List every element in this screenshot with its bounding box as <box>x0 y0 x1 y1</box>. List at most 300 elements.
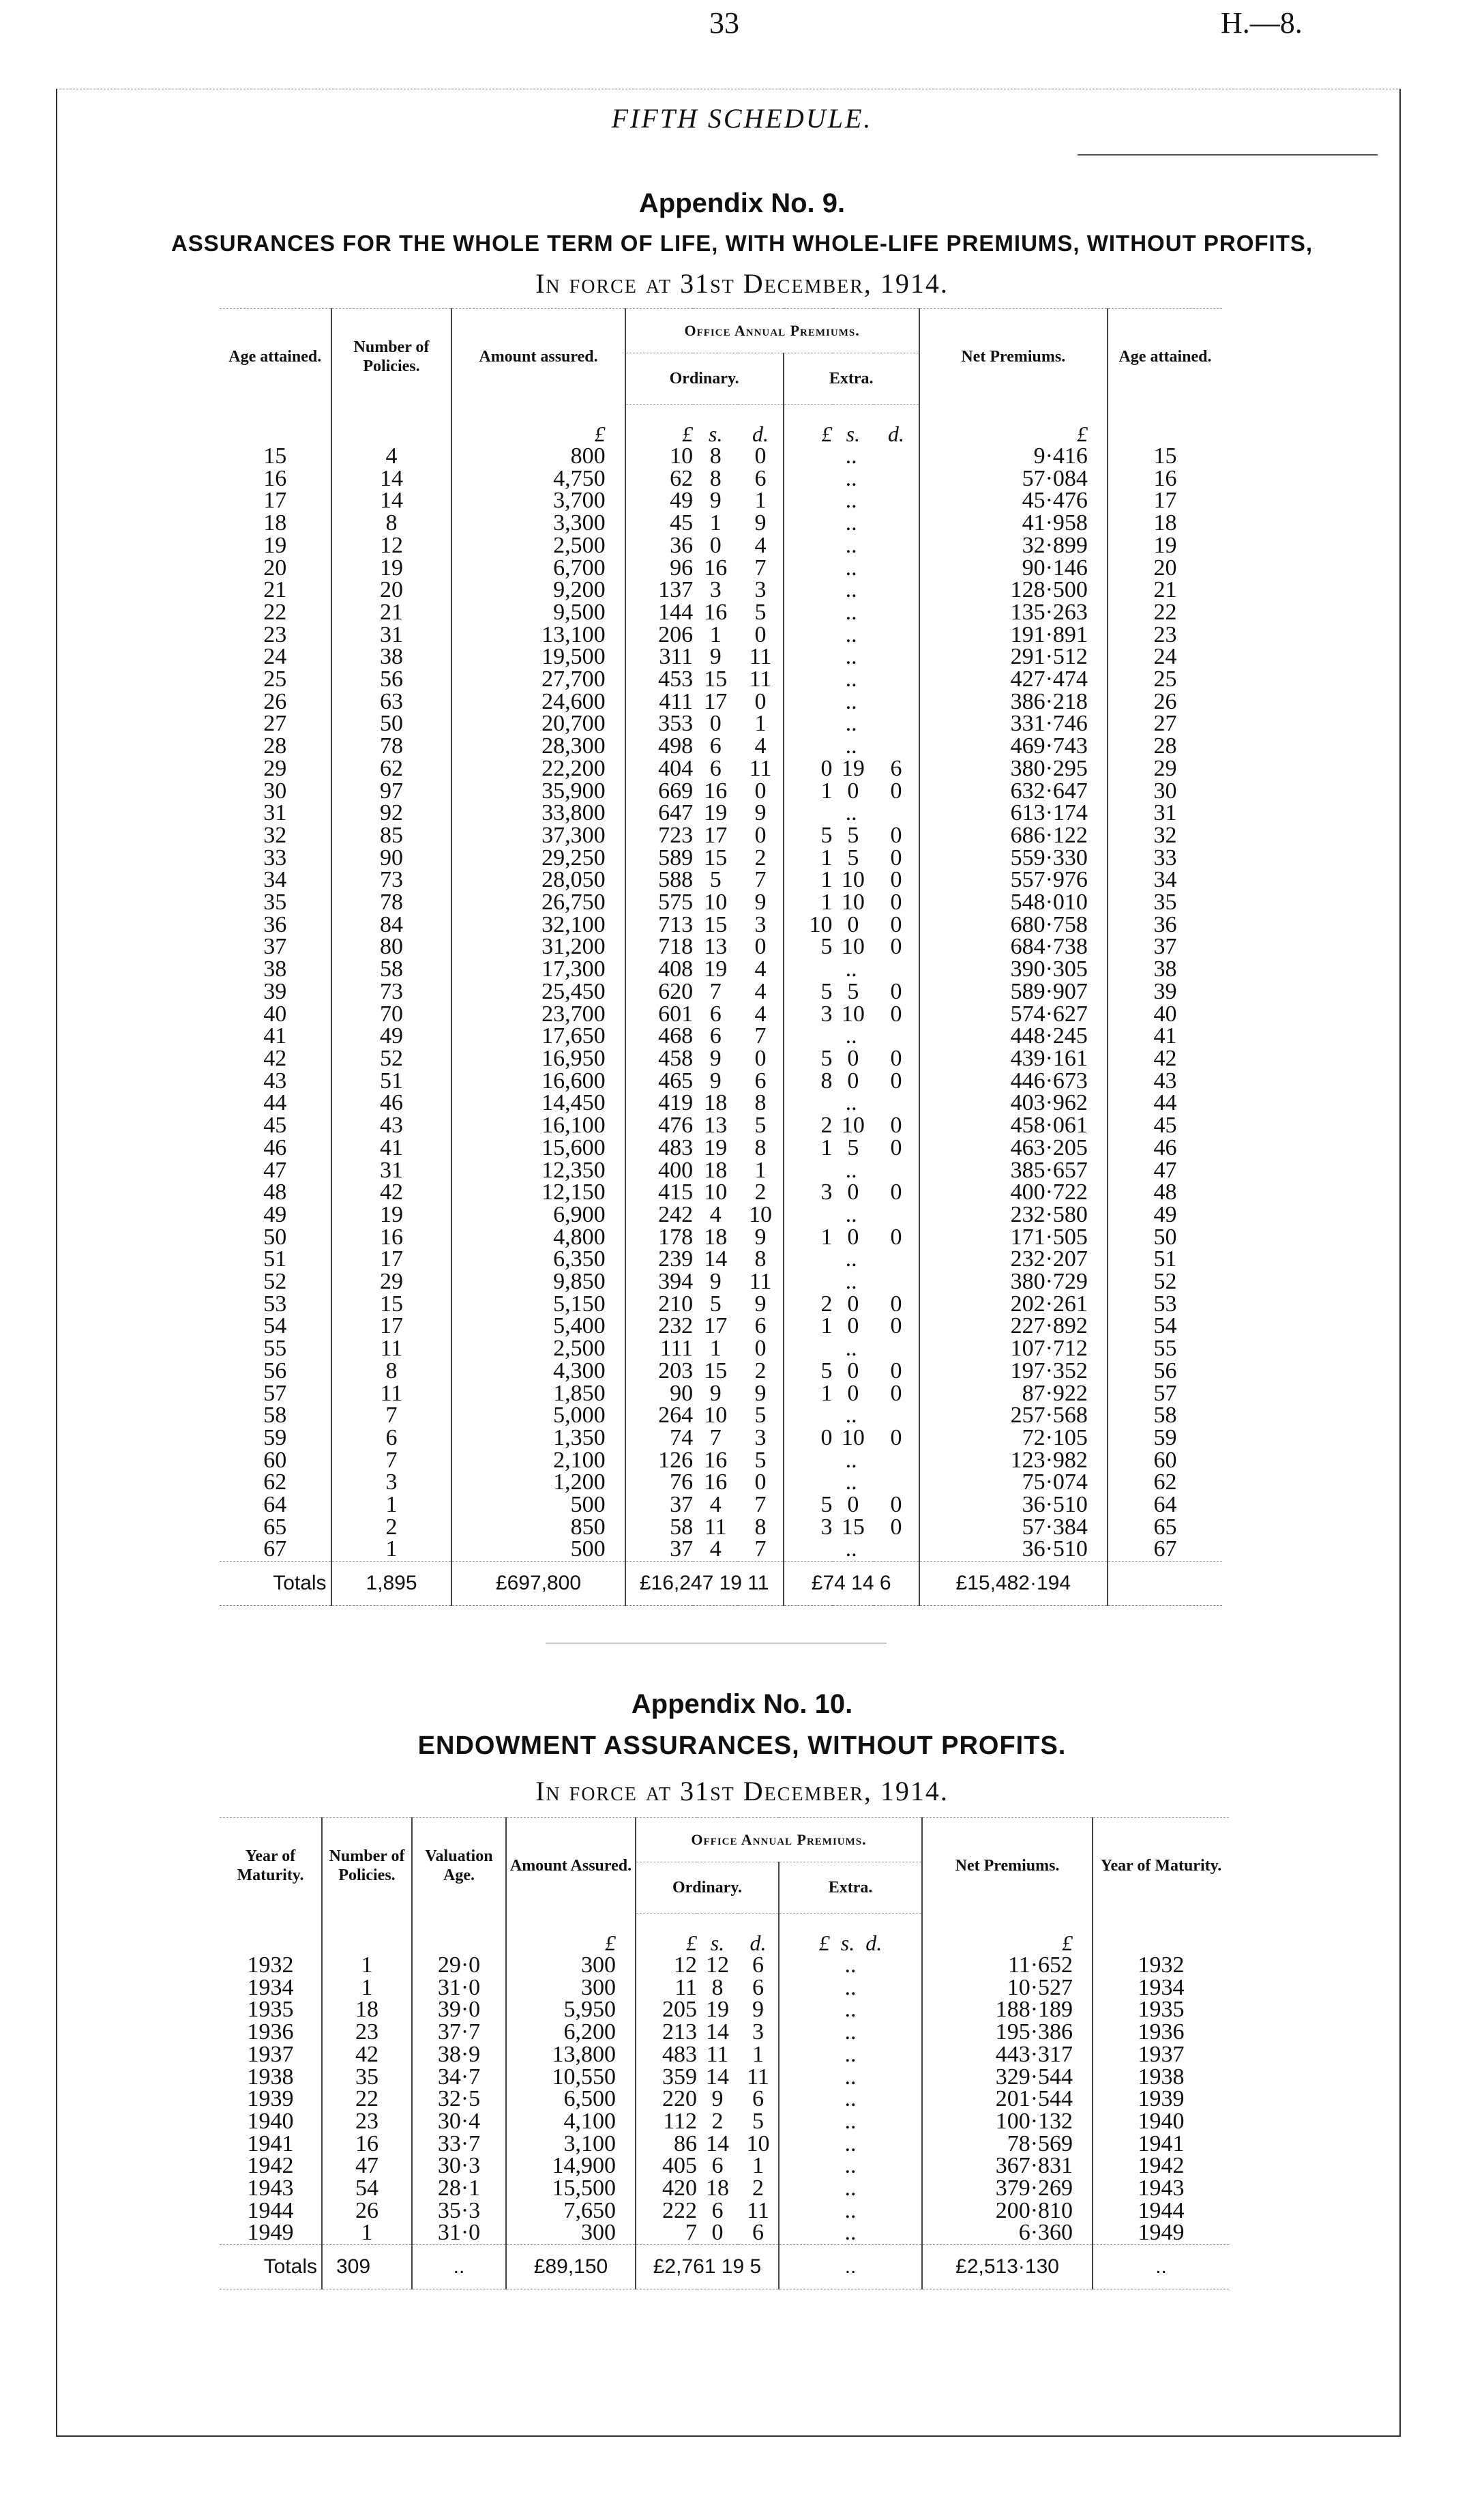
cell-extra-pounds: 5 <box>784 1048 833 1070</box>
totals-net: £2,513·130 <box>922 2245 1093 2289</box>
table-row <box>220 646 1222 669</box>
appendix9-title: Appendix No. 9. <box>638 188 846 218</box>
cell-amount: 28,050 <box>451 869 625 892</box>
header-net-premiums: Net Premiums. <box>922 1818 1093 1914</box>
cell-extra-pounds: 5 <box>784 1360 833 1383</box>
cell-age: 60 <box>263 1447 287 1473</box>
cell-extra-pence: 0 <box>890 1492 902 1518</box>
cell-policies: 19 <box>331 557 452 580</box>
cell-ordinary-shillings: 6 <box>709 1023 722 1049</box>
cell-year: 1937 <box>247 2041 294 2067</box>
cell-ordinary-pence: 4 <box>754 978 767 1004</box>
cell-age: 45 <box>263 1113 287 1139</box>
cell-ordinary-shillings: 14 <box>704 1246 728 1272</box>
header-number-of-policies: Number of Policies. <box>322 1818 412 1914</box>
table-row <box>220 1004 1222 1026</box>
cell-amount: 6,900 <box>451 1204 625 1227</box>
cell-ordinary-shillings: 10 <box>704 890 728 915</box>
appendix9-table <box>220 308 1222 1606</box>
cell-net-premium: 202·261 <box>919 1293 1108 1316</box>
unit-pound: £ <box>818 1931 830 1956</box>
cell-policies: 70 <box>331 1004 452 1026</box>
cell-year-right: 1941 <box>1093 2133 1229 2156</box>
cell-ordinary-shillings: 14 <box>706 2130 729 2156</box>
cell-age: 35 <box>263 890 287 915</box>
cell-age-right: 50 <box>1108 1227 1222 1249</box>
cell-amount: 35,900 <box>451 780 625 803</box>
cell-extra-shillings: 10 <box>841 934 865 960</box>
cell-ordinary-pounds: 723 <box>625 825 693 847</box>
cell-year-right: 1943 <box>1093 2178 1229 2200</box>
cell-policies: 42 <box>331 1182 452 1204</box>
cell-age: 27 <box>263 711 287 737</box>
cell-ordinary-pence: 2 <box>752 2176 764 2201</box>
cell-policies: 73 <box>331 869 452 892</box>
cell-policies: 54 <box>322 2178 412 2200</box>
unit-pence: d. <box>887 422 904 447</box>
cell-valuation-age: 30·3 <box>412 2155 506 2178</box>
cell-year: 1938 <box>247 2064 294 2090</box>
cell-age-right: 48 <box>1108 1182 1222 1204</box>
table-row <box>220 981 1222 1004</box>
cell-net-premium: 41·958 <box>919 512 1108 535</box>
cell-ordinary-pence: 11 <box>749 644 772 670</box>
cell-ordinary-shillings: 0 <box>711 2220 724 2246</box>
cell-ordinary-shillings: 9 <box>711 2086 724 2112</box>
cell-age-right: 58 <box>1108 1405 1222 1427</box>
cell-ordinary-pounds: 37 <box>625 1538 693 1561</box>
cell-age: 37 <box>263 934 287 960</box>
cell-age-right: 38 <box>1108 958 1222 981</box>
cell-extra: .. <box>779 2200 922 2223</box>
cell-ordinary-pence: 6 <box>752 1952 764 1978</box>
cell-age: 41 <box>263 1023 287 1049</box>
totals-ordinary: £16,247 19 11 <box>625 1562 784 1606</box>
cell-net-premium: 589·907 <box>919 981 1108 1004</box>
unit-pound: £ <box>451 405 625 446</box>
cell-extra-pence: 0 <box>890 1045 902 1071</box>
table-row <box>220 1538 1222 1561</box>
cell-extra-pounds: .. <box>784 735 919 758</box>
cell-age-right: 42 <box>1108 1048 1222 1070</box>
cell-age-right: 20 <box>1108 557 1222 580</box>
cell-ordinary-pence: 1 <box>754 711 767 737</box>
cell-ordinary-pounds: 465 <box>625 1070 693 1093</box>
cell-age: 31 <box>263 800 287 826</box>
cell-extra-pounds: .. <box>784 1405 919 1427</box>
cell-policies: 21 <box>331 602 452 624</box>
cell-age-right: 49 <box>1108 1204 1222 1227</box>
cell-policies: 2 <box>331 1517 452 1539</box>
cell-ordinary-pounds: 242 <box>625 1204 693 1227</box>
cell-extra-pounds: .. <box>784 1160 919 1182</box>
appendix10-subtitle: ENDOWMENT ASSURANCES, WITHOUT PROFITS. <box>417 1731 1067 1760</box>
cell-ordinary-pounds: 453 <box>625 669 693 691</box>
cell-net-premium: 443·317 <box>922 2044 1093 2066</box>
cell-net-premium: 403·962 <box>919 1092 1108 1115</box>
cell-policies: 17 <box>331 1248 452 1271</box>
cell-extra-pence: 0 <box>890 1134 902 1160</box>
totals-policies: 309 <box>322 2245 412 2289</box>
table-row <box>220 490 1222 512</box>
cell-age-right: 28 <box>1108 735 1222 758</box>
cell-age: 64 <box>263 1492 287 1518</box>
cell-extra-pence: 0 <box>890 822 902 848</box>
cell-amount: 500 <box>451 1494 625 1517</box>
cell-net-premium: 458·061 <box>919 1115 1108 1137</box>
cell-age: 16 <box>263 465 287 491</box>
cell-policies: 35 <box>322 2066 412 2089</box>
cell-extra-pounds: 0 <box>784 1427 833 1450</box>
cell-ordinary-pence: 7 <box>754 1536 767 1562</box>
header-valuation-age: Valuation Age. <box>412 1818 506 1914</box>
cell-net-premium: 400·722 <box>919 1182 1108 1204</box>
cell-policies: 6 <box>331 1427 452 1450</box>
cell-amount: 800 <box>451 445 625 468</box>
cell-extra-pence: 0 <box>890 845 902 870</box>
cell-net-premium: 380·729 <box>919 1271 1108 1293</box>
cell-amount: 4,750 <box>451 468 625 490</box>
cell-amount: 5,400 <box>451 1315 625 1338</box>
cell-net-premium: 107·712 <box>919 1338 1108 1360</box>
cell-extra: .. <box>779 2044 922 2066</box>
cell-net-premium: 613·174 <box>919 802 1108 825</box>
cell-extra-shillings: 5 <box>847 978 859 1004</box>
cell-policies: 8 <box>331 1360 452 1383</box>
cell-ordinary-pence: 0 <box>754 934 767 960</box>
cell-policies: 80 <box>331 936 452 958</box>
cell-ordinary-pounds: 476 <box>625 1115 693 1137</box>
cell-ordinary-pence: 11 <box>749 1269 772 1295</box>
cell-ordinary-pence: 6 <box>754 1313 767 1339</box>
cell-net-premium: 191·891 <box>919 624 1108 647</box>
cell-policies: 97 <box>331 780 452 803</box>
cell-extra-pounds: .. <box>784 958 919 981</box>
cell-age: 43 <box>263 1068 287 1094</box>
cell-age-right: 60 <box>1108 1450 1222 1472</box>
cell-net-premium: 11·652 <box>922 1954 1093 1977</box>
cell-net-premium: 6·360 <box>922 2222 1093 2244</box>
cell-extra: .. <box>779 1999 922 2021</box>
cell-age: 25 <box>263 666 287 692</box>
cell-ordinary-pence: 11 <box>749 666 772 692</box>
cell-policies: 14 <box>331 490 452 512</box>
unit-pence: d. <box>752 422 769 447</box>
cell-amount: 12,150 <box>451 1182 625 1204</box>
cell-ordinary-pounds: 203 <box>625 1360 693 1383</box>
cell-net-premium: 135·263 <box>919 602 1108 624</box>
cell-ordinary-pounds: 575 <box>625 892 693 914</box>
header-extra: Extra. <box>779 1862 922 1914</box>
cell-policies: 58 <box>331 958 452 981</box>
cell-age-right: 40 <box>1108 1004 1222 1026</box>
cell-net-premium: 548·010 <box>919 892 1108 914</box>
cell-ordinary-pounds: 669 <box>625 780 693 803</box>
cell-ordinary-pounds: 647 <box>625 802 693 825</box>
cell-age: 22 <box>263 599 287 625</box>
cell-ordinary-shillings: 19 <box>704 1134 728 1160</box>
cell-ordinary-pence: 1 <box>754 1157 767 1183</box>
cell-ordinary-pence: 7 <box>754 867 767 893</box>
cell-valuation-age: 32·5 <box>412 2088 506 2111</box>
totals-policies: 1,895 <box>331 1562 452 1606</box>
cell-amount: 2,100 <box>451 1450 625 1472</box>
cell-ordinary-shillings: 6 <box>711 2153 724 2179</box>
cell-ordinary-pence: 9 <box>752 1997 764 2023</box>
cell-ordinary-pounds: 498 <box>625 735 693 758</box>
cell-policies: 90 <box>331 847 452 870</box>
cell-amount: 25,450 <box>451 981 625 1004</box>
header-amount-assured: Amount assured. <box>451 309 625 405</box>
cell-extra-pounds: .. <box>784 490 919 512</box>
cell-age: 51 <box>263 1246 287 1272</box>
cell-ordinary-pounds: 96 <box>625 557 693 580</box>
cell-extra-pounds: 1 <box>784 869 833 892</box>
cell-age: 17 <box>263 488 287 514</box>
cell-net-premium: 469·743 <box>919 735 1108 758</box>
cell-amount: 9,850 <box>451 1271 625 1293</box>
cell-extra-shillings: 5 <box>847 1134 859 1160</box>
cell-ordinary-shillings: 10 <box>704 1403 728 1429</box>
cell-extra: .. <box>779 2111 922 2133</box>
cell-amount: 5,150 <box>451 1293 625 1316</box>
cell-ordinary-shillings: 8 <box>711 1974 724 2000</box>
cell-amount: 2,500 <box>451 1338 625 1360</box>
cell-ordinary-pounds: 394 <box>625 1271 693 1293</box>
cell-age-right: 62 <box>1108 1471 1222 1494</box>
cell-extra-shillings: 0 <box>847 778 859 804</box>
cell-ordinary-pounds: 408 <box>625 958 693 981</box>
cell-ordinary-shillings: 6 <box>709 755 722 781</box>
cell-year: 1940 <box>247 2108 294 2134</box>
cell-extra-pounds: 2 <box>784 1293 833 1316</box>
cell-extra-pence: 0 <box>890 1514 902 1540</box>
cell-ordinary-shillings: 0 <box>709 711 722 737</box>
cell-ordinary-pounds: 483 <box>625 1137 693 1160</box>
table-row <box>220 1137 1222 1160</box>
cell-ordinary-shillings: 13 <box>704 1113 728 1139</box>
table-row <box>220 1160 1222 1182</box>
cell-net-premium: 684·738 <box>919 936 1108 958</box>
table-row <box>220 1315 1222 1338</box>
header-ordinary: Ordinary. <box>636 1862 779 1914</box>
cell-ordinary-pence: 8 <box>754 1090 767 1116</box>
cell-amount: 4,100 <box>506 2111 636 2133</box>
cell-ordinary-pence: 1 <box>752 2041 764 2067</box>
cell-ordinary-pence: 3 <box>754 1424 767 1450</box>
appendix10-table <box>220 1817 1229 2289</box>
cell-net-premium: 227·892 <box>919 1315 1108 1338</box>
cell-ordinary-shillings: 16 <box>704 1447 728 1473</box>
cell-policies: 17 <box>331 1315 452 1338</box>
cell-net-premium: 123·982 <box>919 1450 1108 1472</box>
cell-net-premium: 331·746 <box>919 713 1108 735</box>
cell-net-premium: 257·568 <box>919 1405 1108 1427</box>
cell-ordinary-pence: 0 <box>754 778 767 804</box>
header-year-of-maturity: Year of Maturity. <box>220 1818 322 1914</box>
cell-extra-pounds: 3 <box>784 1004 833 1026</box>
cell-year: 1935 <box>247 1997 294 2023</box>
table-row <box>220 2088 1229 2111</box>
cell-amount: 500 <box>451 1538 625 1561</box>
cell-ordinary-pounds: 90 <box>625 1383 693 1405</box>
cell-net-premium: 291·512 <box>919 646 1108 669</box>
table-row <box>220 825 1222 847</box>
cell-age-right: 46 <box>1108 1137 1222 1160</box>
cell-extra-pounds: .. <box>784 1271 919 1293</box>
cell-amount: 300 <box>506 1954 636 1977</box>
cell-ordinary-shillings: 16 <box>704 599 728 625</box>
cell-age-right: 45 <box>1108 1115 1222 1137</box>
cell-net-premium: 201·544 <box>922 2088 1093 2111</box>
table-row <box>220 735 1222 758</box>
cell-ordinary-pence: 9 <box>754 1291 767 1317</box>
cell-extra-pounds: 5 <box>784 825 833 847</box>
cell-policies: 29 <box>331 1271 452 1293</box>
cell-age: 62 <box>263 1469 287 1495</box>
unit-pound: £ <box>922 1914 1093 1955</box>
cell-policies: 43 <box>331 1115 452 1137</box>
cell-amount: 3,100 <box>506 2133 636 2156</box>
cell-extra-pence: 0 <box>890 978 902 1004</box>
cell-ordinary-shillings: 16 <box>704 778 728 804</box>
cell-extra-shillings: 0 <box>847 1313 859 1339</box>
cell-valuation-age: 30·4 <box>412 2111 506 2133</box>
table-row <box>220 1999 1229 2021</box>
cell-ordinary-pence: 2 <box>754 1180 767 1205</box>
cell-net-premium: 380·295 <box>919 758 1108 780</box>
cell-net-premium: 75·074 <box>919 1471 1108 1494</box>
cell-ordinary-pounds: 45 <box>625 512 693 535</box>
cell-year-right: 1937 <box>1093 2044 1229 2066</box>
cell-extra-pence: 0 <box>890 1224 902 1250</box>
table-row <box>220 758 1222 780</box>
cell-extra-shillings: 10 <box>841 1424 865 1450</box>
cell-age-right: 15 <box>1108 445 1222 468</box>
cell-policies: 1 <box>322 1954 412 1977</box>
cell-policies: 22 <box>322 2088 412 2111</box>
cell-amount: 3,700 <box>451 490 625 512</box>
cell-age: 20 <box>263 555 287 581</box>
cell-extra: .. <box>779 2088 922 2111</box>
cell-amount: 9,500 <box>451 602 625 624</box>
cell-net-premium: 36·510 <box>919 1494 1108 1517</box>
cell-valuation-age: 33·7 <box>412 2133 506 2156</box>
cell-amount: 28,300 <box>451 735 625 758</box>
table-row <box>220 869 1222 892</box>
cell-extra-pounds: .. <box>784 512 919 535</box>
cell-age: 50 <box>263 1224 287 1250</box>
cell-ordinary-pence: 5 <box>754 1403 767 1429</box>
cell-age-right: 51 <box>1108 1248 1222 1271</box>
cell-net-premium: 427·474 <box>919 669 1108 691</box>
cell-extra-pounds: .. <box>784 624 919 647</box>
cell-net-premium: 385·657 <box>919 1160 1108 1182</box>
cell-extra: .. <box>779 2021 922 2044</box>
cell-net-premium: 9·416 <box>919 445 1108 468</box>
cell-amount: 16,950 <box>451 1048 625 1070</box>
cell-net-premium: 680·758 <box>919 914 1108 937</box>
cell-extra-pounds: .. <box>784 713 919 735</box>
cell-amount: 850 <box>451 1517 625 1539</box>
header-extra: Extra. <box>784 353 919 405</box>
totals-net: £15,482·194 <box>919 1562 1108 1606</box>
cell-ordinary-pence: 3 <box>754 911 767 937</box>
table-row <box>220 2133 1229 2156</box>
cell-policies: 63 <box>331 691 452 714</box>
cell-ordinary-shillings: 9 <box>709 1269 722 1295</box>
cell-extra-pounds: 0 <box>784 758 833 780</box>
cell-policies: 23 <box>322 2111 412 2133</box>
cell-amount: 16,100 <box>451 1115 625 1137</box>
cell-ordinary-shillings: 15 <box>704 1358 728 1383</box>
cell-amount: 9,200 <box>451 579 625 602</box>
cell-ordinary-pounds: 86 <box>636 2133 697 2156</box>
table-row <box>220 1115 1222 1137</box>
appendix10-title: Appendix No. 10. <box>631 1689 853 1719</box>
cell-year-right: 1932 <box>1093 1954 1229 1977</box>
cell-age-right: 43 <box>1108 1070 1222 1093</box>
cell-extra-shillings: 0 <box>847 1045 859 1071</box>
cell-age-right: 36 <box>1108 914 1222 937</box>
totals-valuation: .. <box>412 2245 506 2289</box>
cell-ordinary-pence: 0 <box>754 443 767 469</box>
table-row <box>220 1092 1222 1115</box>
cell-ordinary-pounds: 415 <box>625 1182 693 1204</box>
table-row <box>220 1977 1229 1999</box>
cell-extra-shillings: 5 <box>847 822 859 848</box>
cell-ordinary-shillings: 9 <box>709 1380 722 1406</box>
cell-ordinary-pounds: 58 <box>625 1517 693 1539</box>
cell-extra-pounds: 1 <box>784 892 833 914</box>
cell-age: 34 <box>263 867 287 893</box>
table-row <box>220 780 1222 803</box>
table-row <box>220 713 1222 735</box>
cell-amount: 6,350 <box>451 1248 625 1271</box>
cell-amount: 22,200 <box>451 758 625 780</box>
cell-extra-pounds: 5 <box>784 981 833 1004</box>
cell-policies: 14 <box>331 468 452 490</box>
cell-ordinary-shillings: 19 <box>704 956 728 982</box>
cell-age-right: 26 <box>1108 691 1222 714</box>
table-row <box>220 669 1222 691</box>
cell-ordinary-shillings: 15 <box>704 911 728 937</box>
cell-ordinary-pence: 6 <box>752 1974 764 2000</box>
table-row <box>220 1494 1222 1517</box>
cell-amount: 33,800 <box>451 802 625 825</box>
cell-ordinary-shillings: 11 <box>704 1514 727 1540</box>
cell-ordinary-shillings: 9 <box>709 488 722 514</box>
cell-ordinary-pounds: 239 <box>625 1248 693 1271</box>
cell-net-premium: 32·899 <box>919 535 1108 557</box>
cell-ordinary-pounds: 718 <box>625 936 693 958</box>
table-row <box>220 1070 1222 1093</box>
cell-ordinary-shillings: 19 <box>704 800 728 826</box>
cell-net-premium: 446·673 <box>919 1070 1108 1093</box>
cell-age-right: 53 <box>1108 1293 1222 1316</box>
cell-net-premium: 232·580 <box>919 1204 1108 1227</box>
cell-age-right: 29 <box>1108 758 1222 780</box>
cell-extra-pounds: 5 <box>784 936 833 958</box>
cell-extra-pence: 0 <box>890 1313 902 1339</box>
cell-net-premium: 448·245 <box>919 1025 1108 1048</box>
cell-extra-pence: 0 <box>890 1113 902 1139</box>
cell-ordinary-pounds: 405 <box>636 2155 697 2178</box>
cell-amount: 6,200 <box>506 2021 636 2044</box>
cell-ordinary-pence: 5 <box>752 2108 764 2134</box>
cell-policies: 38 <box>331 646 452 669</box>
cell-amount: 1,850 <box>451 1383 625 1405</box>
